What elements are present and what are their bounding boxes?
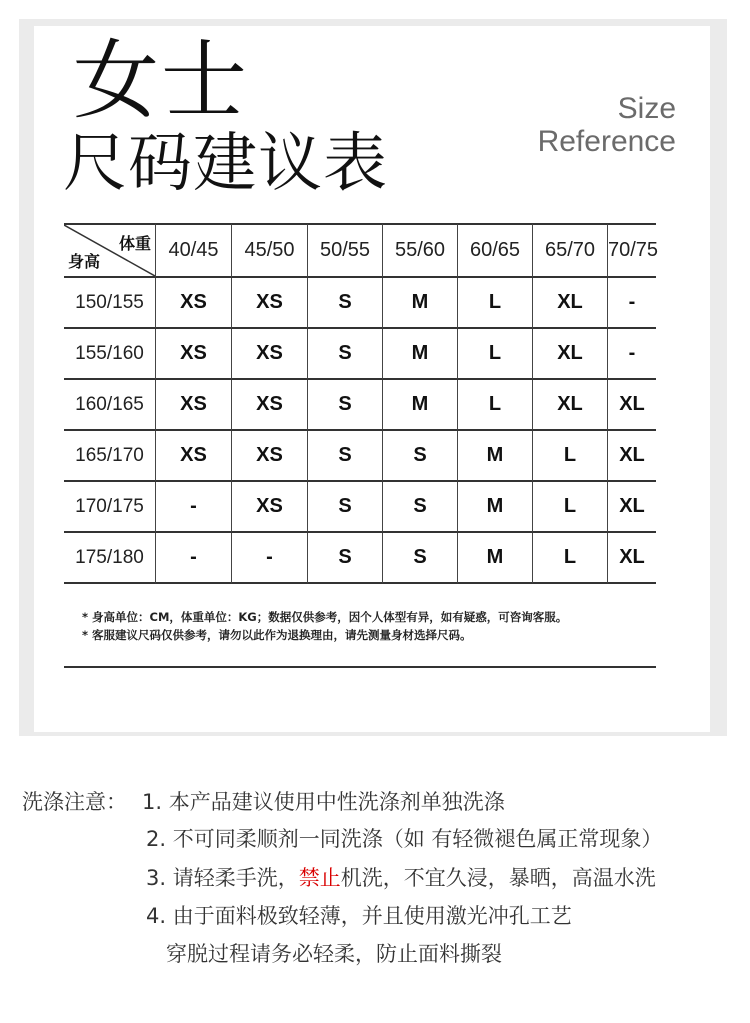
weight-header: 45/50 — [232, 223, 308, 278]
size-cell: XS — [232, 482, 308, 533]
care-item-1: 1. 本产品建议使用中性洗涤剂单独洗涤 — [142, 790, 505, 814]
size-cell: S — [383, 431, 458, 482]
table-row — [64, 380, 656, 431]
size-cell: S — [383, 533, 458, 584]
care-label: 洗涤注意： — [22, 790, 127, 814]
size-cell: XS — [156, 380, 232, 431]
divider — [64, 666, 656, 668]
size-cell: L — [533, 431, 608, 482]
height-axis-label: 身高 — [68, 254, 101, 271]
size-cell: L — [533, 482, 608, 533]
size-notes — [82, 608, 567, 644]
size-cell: - — [156, 482, 232, 533]
size-cell: L — [458, 278, 533, 329]
weight-header: 60/65 — [458, 223, 533, 278]
size-cell: XL — [608, 482, 656, 533]
care-item-4-cont: 穿脱过程请务必轻柔，防止面料撕裂 — [166, 942, 502, 966]
size-cell: M — [458, 482, 533, 533]
height-cell: 160/165 — [64, 380, 156, 431]
care-item-2: 2. 不可同柔顺剂一同洗涤（如 有轻微褪色属正常现象） — [146, 827, 663, 851]
care-item-3 — [146, 860, 656, 897]
size-cell: XL — [533, 380, 608, 431]
size-cell: S — [308, 533, 383, 584]
note-units: * 身高单位：CM，体重单位：KG；数据仅供参考，因个人体型有异，如有疑惑，可咨询客服。 — [82, 610, 568, 624]
height-cell: 165/170 — [64, 431, 156, 482]
size-cell: - — [232, 533, 308, 584]
size-cell: S — [383, 482, 458, 533]
size-cell: XL — [533, 329, 608, 380]
size-cell: XL — [608, 533, 656, 584]
weight-header: 50/55 — [308, 223, 383, 278]
weight-header: 65/70 — [533, 223, 608, 278]
page-title-size-chart: 尺码建议表 — [63, 127, 388, 201]
size-cell: M — [383, 329, 458, 380]
size-cell: S — [308, 431, 383, 482]
size-cell: XS — [232, 278, 308, 329]
size-reference-label — [538, 92, 676, 158]
size-cell: L — [533, 533, 608, 584]
size-cell: XS — [232, 329, 308, 380]
size-cell: M — [383, 278, 458, 329]
size-cell: - — [608, 278, 656, 329]
height-cell: 170/175 — [64, 482, 156, 533]
size-cell: L — [458, 329, 533, 380]
size-reference-line1: Size — [617, 92, 676, 125]
size-cell: S — [308, 380, 383, 431]
table-row — [64, 329, 656, 380]
table-row — [64, 278, 656, 329]
care-item-4: 4. 由于面料极致轻薄，并且使用激光冲孔工艺 — [146, 904, 572, 928]
height-cell: 155/160 — [64, 329, 156, 380]
care-item-3-end: 机洗，不宜久浸，暴晒，高温水洗 — [340, 866, 656, 890]
table-row — [64, 482, 656, 533]
table-row — [64, 431, 656, 482]
table-header-row — [64, 223, 656, 278]
table-corner-cell — [64, 223, 156, 278]
height-cell: 175/180 — [64, 533, 156, 584]
size-cell: XS — [156, 278, 232, 329]
size-cell: XL — [608, 431, 656, 482]
weight-header: 40/45 — [156, 223, 232, 278]
size-cell: - — [608, 329, 656, 380]
size-cell: M — [458, 533, 533, 584]
note-disclaimer: * 客服建议尺码仅供参考，请勿以此作为退换理由，请先测量身材选择尺码。 — [82, 628, 472, 642]
size-cell: XS — [156, 431, 232, 482]
size-cell: S — [308, 329, 383, 380]
size-cell: XS — [156, 329, 232, 380]
size-cell: XL — [533, 278, 608, 329]
size-cell: S — [308, 482, 383, 533]
size-cell: - — [156, 533, 232, 584]
size-cell: L — [458, 380, 533, 431]
size-reference-line2: Reference — [537, 125, 676, 158]
size-cell: M — [383, 380, 458, 431]
table-row — [64, 533, 656, 584]
weight-axis-label: 体重 — [118, 236, 151, 253]
care-item-3-start: 3. 请轻柔手洗， — [146, 866, 299, 890]
size-cell: M — [458, 431, 533, 482]
size-cell: S — [308, 278, 383, 329]
size-table — [64, 223, 659, 584]
weight-header: 55/60 — [383, 223, 458, 278]
weight-header: 70/75 — [608, 223, 656, 278]
size-cell: XS — [232, 431, 308, 482]
care-item-3-prohibited: 禁止 — [298, 866, 341, 890]
page-title-women: 女士 — [73, 31, 249, 131]
height-cell: 150/155 — [64, 278, 156, 329]
size-cell: XS — [232, 380, 308, 431]
size-cell: XL — [608, 380, 656, 431]
